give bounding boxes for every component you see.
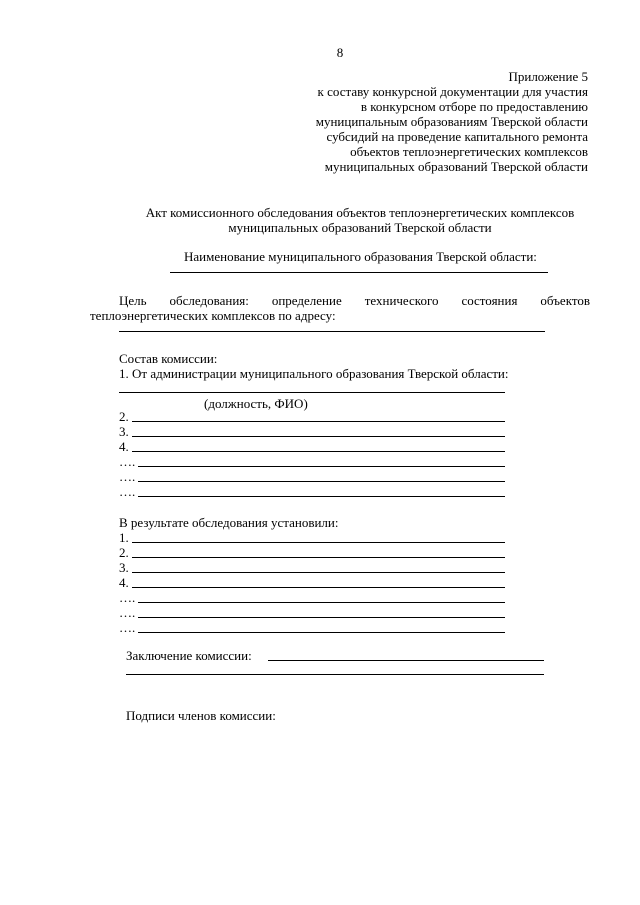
commission-member-row[interactable]: [119, 439, 505, 454]
row-number: ….: [119, 454, 136, 469]
appendix-line: муниципальных образований Тверской области: [324, 159, 588, 174]
conclusion-field-line-1[interactable]: [268, 660, 544, 661]
result-row[interactable]: [119, 545, 505, 560]
purpose-word: состояния: [461, 293, 518, 308]
commission-member-row[interactable]: [119, 454, 505, 469]
appendix-line: Приложение 5: [508, 69, 588, 84]
purpose-word: технического: [364, 293, 439, 308]
field-line[interactable]: [132, 421, 505, 422]
field-line[interactable]: [132, 436, 505, 437]
purpose-word: определение: [271, 293, 342, 308]
appendix-line: муниципальным образованиям Тверской области: [315, 114, 588, 129]
field-line[interactable]: [132, 557, 505, 558]
appendix-line: к составу конкурсной документации для участия: [317, 84, 588, 99]
field-line[interactable]: [138, 617, 505, 618]
appendix-line: субсидий на проведение капитального ремонта: [326, 129, 588, 144]
row-number: 4.: [119, 575, 129, 590]
field-line[interactable]: [132, 587, 505, 588]
commission-member-row[interactable]: [119, 484, 505, 499]
commission-heading: Состав комиссии:: [119, 351, 218, 366]
row-number: ….: [119, 605, 136, 620]
commission-member-row[interactable]: [119, 424, 505, 439]
row-number: 2.: [119, 545, 129, 560]
position-hint: (должность, ФИО): [204, 396, 308, 411]
commission-member-row[interactable]: [119, 409, 505, 424]
purpose-word: объектов: [540, 293, 590, 308]
page-number: 8: [336, 45, 344, 60]
row-number: ….: [119, 590, 136, 605]
address-field-line[interactable]: [119, 331, 545, 332]
municipality-label: Наименование муниципального образования Тверской области:: [184, 249, 537, 264]
row-number: 3.: [119, 560, 129, 575]
field-line[interactable]: [138, 481, 505, 482]
results-heading: В результате обследования установили:: [119, 515, 339, 530]
field-line[interactable]: [138, 632, 505, 633]
signatures-label: Подписи членов комиссии:: [126, 708, 276, 723]
result-row[interactable]: [119, 590, 505, 605]
result-row[interactable]: [119, 605, 505, 620]
purpose-word: Цель: [119, 293, 147, 308]
municipality-field-line[interactable]: [170, 272, 548, 273]
commission-item-1: 1. От администрации муниципального образования Тверской области:: [119, 366, 509, 381]
row-number: 3.: [119, 424, 129, 439]
document-title-line-1: Акт комиссионного обследования объектов теплоэнергетических комплексов: [145, 205, 575, 220]
row-number: 2.: [119, 409, 129, 424]
conclusion-label: Заключение комиссии:: [126, 648, 252, 663]
commission-member-1-line[interactable]: [119, 392, 505, 393]
row-number: ….: [119, 484, 136, 499]
purpose-word: обследования:: [169, 293, 249, 308]
result-row[interactable]: [119, 575, 505, 590]
row-number: ….: [119, 469, 136, 484]
document-title-line-2: муниципальных образований Тверской области: [228, 220, 492, 235]
conclusion-field-line-2[interactable]: [126, 674, 544, 675]
appendix-line: объектов теплоэнергетических комплексов: [350, 144, 588, 159]
purpose-line-1: [119, 293, 590, 308]
field-line[interactable]: [132, 542, 505, 543]
row-number: 1.: [119, 530, 129, 545]
result-row[interactable]: [119, 620, 505, 635]
field-line[interactable]: [132, 451, 505, 452]
field-line[interactable]: [138, 496, 505, 497]
commission-member-row[interactable]: [119, 469, 505, 484]
appendix-block: [228, 69, 588, 174]
row-number: 4.: [119, 439, 129, 454]
purpose-line-2: теплоэнергетических комплексов по адресу:: [90, 308, 336, 323]
field-line[interactable]: [132, 572, 505, 573]
appendix-line: в конкурсном отборе по предоставлению: [360, 99, 588, 114]
row-number: ….: [119, 620, 136, 635]
field-line[interactable]: [138, 466, 505, 467]
field-line[interactable]: [138, 602, 505, 603]
result-row[interactable]: [119, 530, 505, 545]
result-row[interactable]: [119, 560, 505, 575]
